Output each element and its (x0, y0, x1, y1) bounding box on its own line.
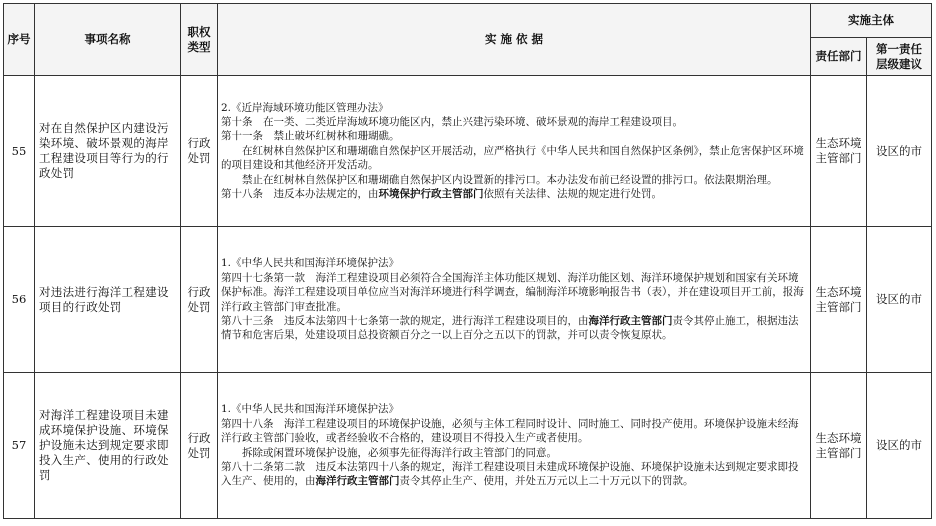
basis-law-title: 1.《中华人民共和国海洋环境保护法》 (221, 257, 400, 270)
header-basis: 实 施 依 据 (218, 4, 811, 76)
header-dept: 责任部门 (811, 38, 867, 76)
row-power-type-text: 行政处罚 (187, 430, 211, 460)
row-level: 设区的市 (867, 373, 932, 519)
basis-paragraph (221, 314, 806, 343)
basis-paragraph: 禁止在红树林自然保护区和珊瑚礁自然保护区内设置新的排污口。本办法发布前已经设置的排污口。依法限期治理。 (242, 173, 778, 186)
row-dept-text: 生态环境主管部门 (815, 430, 862, 460)
row-basis (218, 76, 811, 227)
row-seq: 57 (4, 373, 35, 519)
row-level: 设区的市 (867, 227, 932, 373)
row-level: 设区的市 (867, 76, 932, 227)
row-basis (218, 373, 811, 519)
header-power-type-text: 职权类型 (187, 24, 211, 54)
document-table-page (3, 3, 931, 521)
row-basis (218, 227, 811, 373)
row-item-name: 对违法进行海洋工程建设项目的行政处罚 (35, 227, 181, 373)
basis-paragraph: 在红树林自然保护区和珊瑚礁自然保护区开展活动，应严格执行《中华人民共和国自然保护区条例》，禁止危害保护区环境的项目建设和其他经济开发活动。 (221, 144, 804, 172)
table-row (4, 76, 932, 227)
basis-paragraph (221, 187, 806, 201)
basis-paragraph (221, 460, 806, 489)
row-dept (811, 227, 867, 373)
header-level (867, 38, 932, 76)
row-seq: 56 (4, 227, 35, 373)
row-power-type-text: 行政处罚 (187, 284, 211, 314)
row-item-name: 对在自然保护区内建设污染环境、破坏景观的海岸工程建设项目等行为的行政处罚 (35, 76, 181, 227)
row-power-type (181, 76, 218, 227)
header-row-1 (4, 4, 932, 38)
basis-text: 第十八条 违反本办法规定的，由 (221, 188, 379, 201)
row-power-type-text: 行政处罚 (187, 136, 211, 165)
basis-law-title: 1.《中华人民共和国海洋环境保护法》 (221, 403, 400, 416)
basis-paragraph: 第四十八条 海洋工程建设项目的环境保护设施，必须与主体工程同时设计、同时施工、同时投产使用。环境保护设施未经海洋行政主管部门验收，或者经验收不合格的，建设项目不得投入生产或者使用。 (221, 417, 799, 445)
table-row (4, 373, 932, 519)
basis-text: 责令其停止施工，根据违法情节和危害后果，处建设项目总投资额百分之一以上百分之五以下的罚款，并可以责令恢复原状。 (221, 314, 799, 342)
row-seq: 55 (4, 76, 35, 227)
row-dept (811, 373, 867, 519)
administrative-penalty-table (3, 3, 932, 519)
row-power-type (181, 227, 218, 373)
responsible-authority-highlight: 环境保护行政主管部门 (378, 188, 484, 201)
basis-paragraph: 拆除或闲置环境保护设施，必须事先征得海洋行政主管部门的同意。 (242, 446, 557, 459)
table-row (4, 227, 932, 373)
row-dept-text: 生态环境主管部门 (815, 284, 862, 314)
basis-text: 第八十二条第二款 违反本法第四十八条的规定，海洋工程建设项目未建成环境保护设施、环境保护设施未达到规定要求即投入生产、使用的，由 (221, 460, 799, 488)
basis-paragraph: 第十条 在一类、二类近岸海域环境功能区内，禁止兴建污染环境、破坏景观的海岸工程建设项目。 (221, 115, 683, 128)
row-dept-text: 生态环境主管部门 (815, 136, 862, 165)
basis-text: 责令其停止生产、使用，并处五万元以上二十万元以下的罚款。 (399, 475, 694, 488)
responsible-authority-highlight: 海洋行政主管部门 (315, 475, 400, 488)
basis-text: 依照有关法律、法规的规定进行处罚。 (483, 188, 662, 201)
row-power-type (181, 373, 218, 519)
responsible-authority-highlight: 海洋行政主管部门 (588, 314, 673, 327)
basis-paragraph: 第十一条 禁止破坏红树林和珊瑚礁。 (221, 130, 400, 143)
header-power-type (181, 4, 218, 76)
basis-text: 第八十三条 违反本法第四十七条第一款的规定，进行海洋工程建设项目的，由 (221, 314, 589, 327)
header-seq: 序号 (4, 4, 35, 76)
header-item-name: 事项名称 (35, 4, 181, 76)
basis-law-title: 2.《近岸海域环境功能区管理办法》 (221, 101, 389, 114)
basis-paragraph: 第四十七条第一款 海洋工程建设项目必须符合全国海洋主体功能区规划、海洋功能区划、海洋环境保护规划和国家有关环境保护标准。海洋工程建设项目单位应当对海洋环境进行科学调查，编制海洋环境影响报告书（表），并在建设项目开工前，报海洋行政主管部门审查批准。 (221, 271, 804, 313)
row-dept (811, 76, 867, 227)
header-subject: 实施主体 (811, 4, 932, 38)
header-level-text: 第一责任层级建议 (876, 41, 922, 71)
row-item-name: 对海洋工程建设项目未建成环境保护设施、环境保护设施未达到规定要求即投入生产、使用的行政处罚 (35, 373, 181, 519)
